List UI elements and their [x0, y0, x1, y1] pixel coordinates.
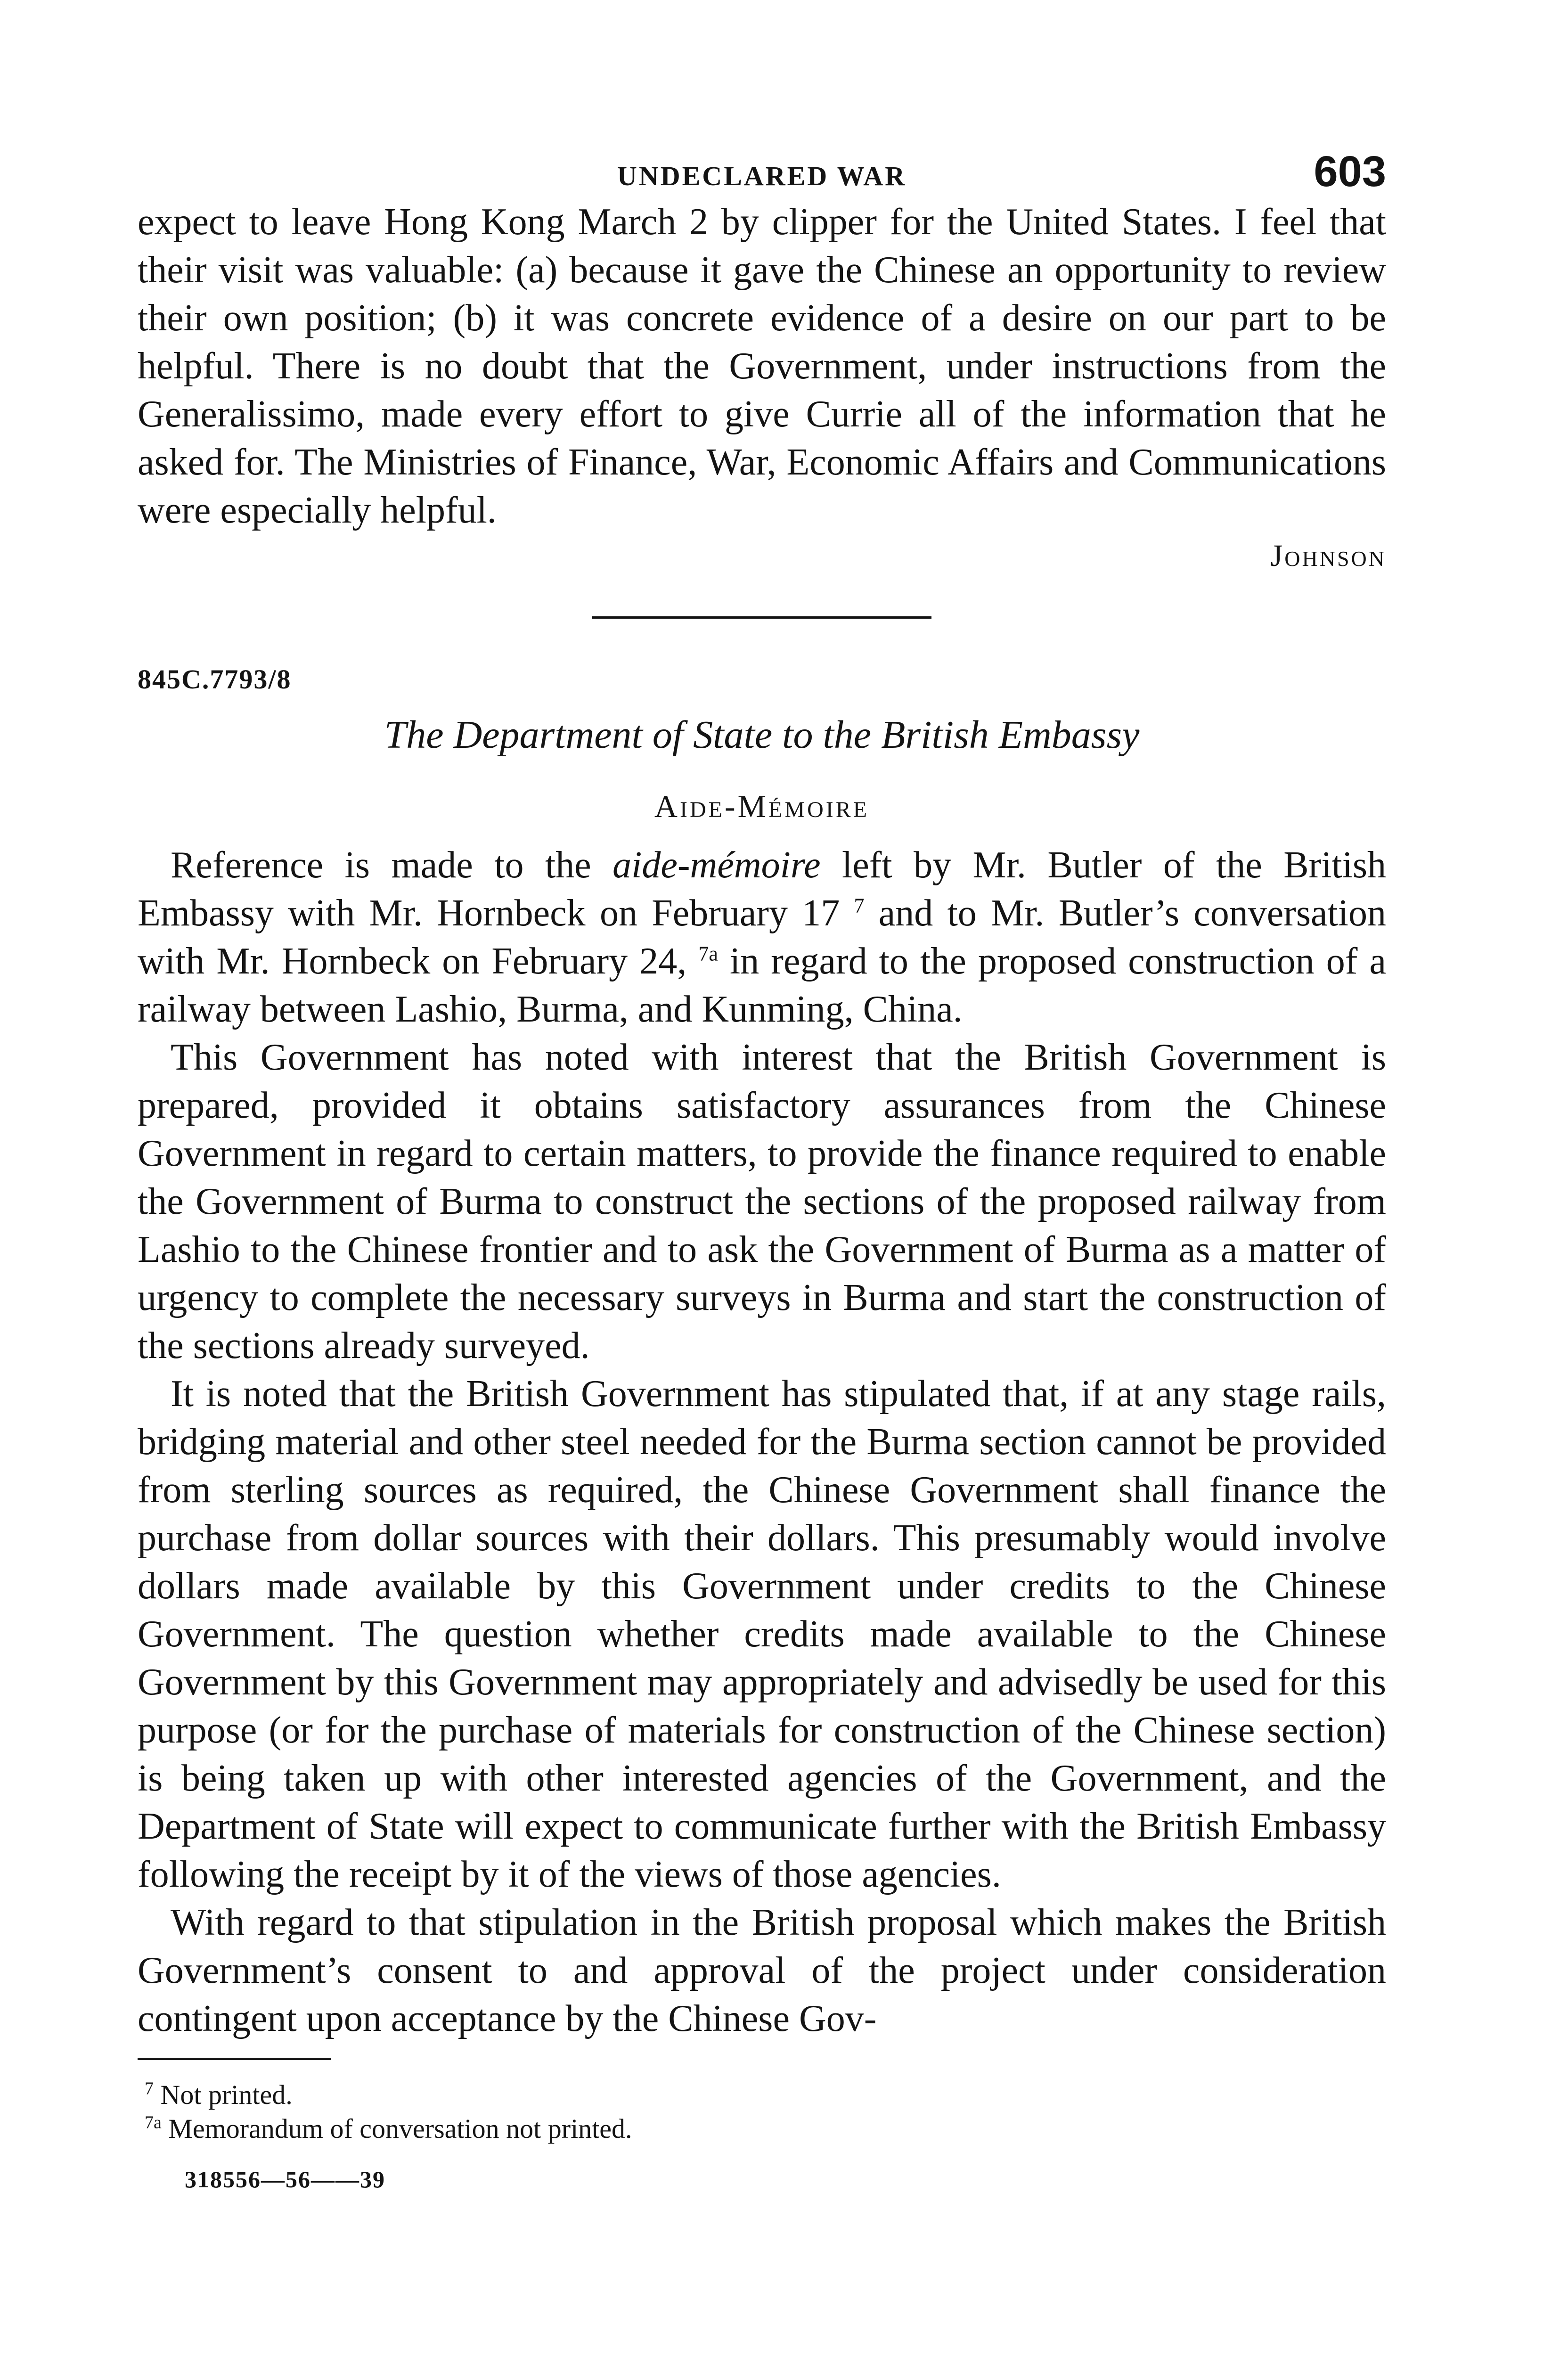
paragraph-stipulation: It is noted that the British Government has stipulated that, if at any stage rails, bridging material and other steel needed for the Burma section cannot be provided from sterling sources as required, the Chinese Government shall finance the purchase from dollar sources with their dollars. This presumably would involve dollars made available by this Government under credits to the Chinese Government. The question whether credits made available to the Chinese Government by this Government may appropriately and advisedly be used for this purpose (or for the purchase of materials for construction of the Chinese section) is being taken up with other interested agencies of the Government, and the Department of State will expect to communicate further with the British Embassy following the receipt by it of the views of those agencies. [138, 1373, 1386, 1895]
footnote-text: Not printed. [160, 2079, 293, 2110]
footnote-7a [145, 2112, 1386, 2146]
page-number: 603 [1314, 147, 1386, 196]
paragraph-consent: With regard to that stipulation in the British proposal which makes the British Government’s consent to and approval of the project under consideration contingent upon acceptance by the Chinese Gov- [138, 1902, 1386, 2039]
paragraph-reference-text-a: Reference is made to the [171, 844, 613, 886]
running-header [138, 141, 1386, 198]
footnote-ref-7a: 7a [698, 942, 718, 965]
footnote-marker: 7a [145, 2112, 162, 2133]
document-title: The Department of State to the British Embassy [384, 713, 1140, 757]
paragraph-reference-text-b: left by Mr. Butler of the British Embassy with Mr. Hornbeck on February 17 [138, 844, 1386, 934]
running-title: UNDECLARED WAR [617, 161, 907, 191]
section-divider [592, 616, 931, 619]
paragraph-british-government: This Government has noted with interest that the British Government is prepared, provided it obtains satisfactory assurances from the Chinese Government in regard to certain matters, to provide the finance required to enable the Government of Burma to construct the sections of the proposed railway from Lashio to the Chinese frontier and to ask the Government of Burma as a matter of urgency to complete the necessary surveys in Burma and start the construction of the sections already surveyed. [138, 1037, 1386, 1366]
continued-paragraph: expect to leave Hong Kong March 2 by clipper for the United States. I feel that their visit was valuable: (a) because it gave the Chinese an opportunity to review their own position; (b) it was concrete evidence of a desire on our part to be helpful. There is no doubt that the Government, under instructions from the Generalissimo, made every effort to give Currie all of the information that he asked for. The Ministries of Finance, War, Economic Affairs and Communications were especially helpful. [138, 201, 1386, 531]
document-subtitle: Aide-Mémoire [654, 788, 870, 824]
printer-mark: 318556—56——39 [185, 2166, 385, 2192]
file-number: 845C.7793/8 [138, 664, 292, 695]
footnote-rule [138, 2058, 331, 2060]
paragraph-reference-italic: aide-mémoire [612, 844, 821, 886]
footnote-ref-7: 7 [854, 894, 865, 917]
paragraph-reference-text-d: in regard to the proposed construction of a railway between Lashio, Burma, and Kunming, China. [138, 941, 1386, 1030]
paragraph-reference-text-c: and to Mr. Butler’s conversation with Mr. Hornbeck on February 24, [138, 892, 1386, 982]
paragraph-reference [138, 841, 1386, 1033]
footnote-marker: 7 [145, 2078, 154, 2099]
footnote-text: Memorandum of conversation not printed. [168, 2113, 632, 2144]
footnotes [145, 2078, 1386, 2146]
signature: Johnson [1270, 539, 1386, 573]
footnote-7 [145, 2078, 1386, 2112]
document-page [138, 141, 1386, 2193]
